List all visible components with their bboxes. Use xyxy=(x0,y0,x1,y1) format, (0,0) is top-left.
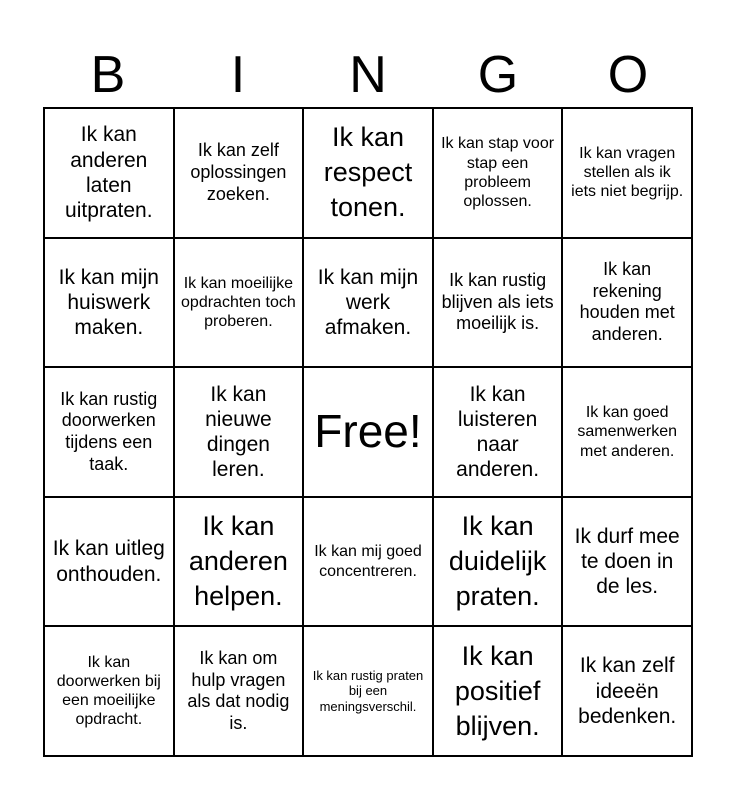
bingo-cell[interactable] xyxy=(174,626,304,756)
bingo-cell[interactable] xyxy=(44,497,174,627)
cell-text: Ik kan duidelijk praten. xyxy=(448,510,547,612)
header-letter-o: O xyxy=(607,46,649,104)
bingo-cell[interactable] xyxy=(44,367,174,497)
header-letter-i: I xyxy=(230,46,246,104)
bingo-header xyxy=(43,44,693,106)
cell-text: Ik kan respect tonen. xyxy=(323,122,413,223)
cell-text: Ik kan uitleg onthouden. xyxy=(52,537,165,586)
bingo-cell[interactable] xyxy=(562,626,692,756)
cell-text: Ik kan goed samenwerken met anderen. xyxy=(577,404,677,460)
bingo-cell[interactable] xyxy=(303,626,433,756)
bingo-cell[interactable] xyxy=(44,238,174,368)
cell-text: Ik kan stap voor stap een probleem oplossen. xyxy=(441,135,555,210)
cell-text: Ik kan zelf ideeën bedenken. xyxy=(578,654,677,728)
bingo-cell[interactable] xyxy=(174,497,304,627)
free-space-cell[interactable] xyxy=(303,367,433,497)
bingo-cell[interactable] xyxy=(433,367,563,497)
header-letter-n: N xyxy=(349,46,387,104)
bingo-cell[interactable] xyxy=(433,497,563,627)
cell-text: Ik kan rekening houden met anderen. xyxy=(579,259,675,344)
bingo-cell[interactable] xyxy=(303,108,433,238)
cell-text: Ik kan mijn werk afmaken. xyxy=(317,265,419,339)
cell-text: Ik kan nieuwe dingen leren. xyxy=(205,382,272,482)
cell-text: Ik durf mee te doen in de les. xyxy=(574,524,680,599)
bingo-cell[interactable] xyxy=(433,238,563,368)
cell-text: Ik kan vragen stellen als ik iets niet begrijp. xyxy=(571,145,684,201)
cell-text: Ik kan moeilijke opdrachten toch proberen. xyxy=(181,274,296,330)
bingo-board xyxy=(43,107,693,757)
bingo-cell[interactable] xyxy=(433,108,563,238)
cell-text: Ik kan rustig doorwerken tijdens een taak. xyxy=(60,388,158,474)
cell-text: Ik kan luisteren naar anderen. xyxy=(456,382,540,482)
header-letter-g: G xyxy=(477,46,519,104)
bingo-cell[interactable] xyxy=(303,497,433,627)
cell-text: Ik kan rustig praten bij een meningsverschil. xyxy=(312,667,424,714)
bingo-cell[interactable] xyxy=(562,238,692,368)
bingo-cell[interactable] xyxy=(433,626,563,756)
bingo-cell[interactable] xyxy=(174,238,304,368)
cell-text: Ik kan mijn huiswerk maken. xyxy=(58,265,159,339)
bingo-cell[interactable] xyxy=(44,108,174,238)
bingo-cell[interactable] xyxy=(562,367,692,497)
cell-text: Ik kan om hulp vragen als dat nodig is. xyxy=(187,648,290,733)
bingo-cell[interactable] xyxy=(174,367,304,497)
header-letter-b: B xyxy=(90,46,126,104)
cell-text: Ik kan positief blijven. xyxy=(454,640,541,741)
cell-text: Ik kan rustig blijven als iets moeilijk is. xyxy=(441,270,554,334)
cell-text: Ik kan anderen laten uitpraten. xyxy=(65,123,153,222)
bingo-cell[interactable] xyxy=(562,497,692,627)
free-space-text: Free! xyxy=(314,405,422,458)
bingo-cell[interactable] xyxy=(44,626,174,756)
cell-text: Ik kan doorwerken bij een moeilijke opdracht. xyxy=(56,653,161,729)
cell-text: Ik kan mij goed concentreren. xyxy=(314,543,422,580)
bingo-cell[interactable] xyxy=(303,238,433,368)
cell-text: Ik kan anderen helpen. xyxy=(188,510,288,612)
bingo-cell[interactable] xyxy=(174,108,304,238)
cell-text: Ik kan zelf oplossingen zoeken. xyxy=(190,140,287,204)
bingo-cell[interactable] xyxy=(562,108,692,238)
